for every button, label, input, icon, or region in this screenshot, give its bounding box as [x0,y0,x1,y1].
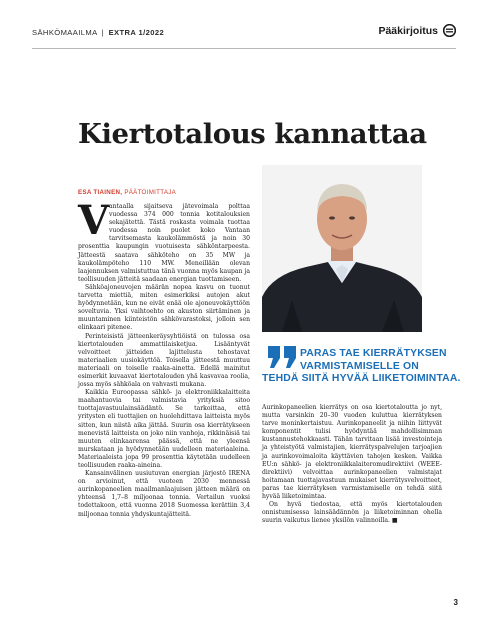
header-separator: | [101,28,105,37]
pull-quote-line: VARMISTAMISELLE ON [300,360,419,372]
magazine-name: SÄHKÖMAAILMA [32,28,98,37]
article-title: Kiertotalous kannattaa [78,118,427,150]
article-paragraph: Kansainvälinen uusiutuvan energian järjestö IRENA on arvioinut, että vuoteen 2030 mennessä aurinkopaneelien maailmanlaajuisen jätteen määrä on yhteensä 1,7–8 miljoonaa tonnia. Vertailun vuoksi todettakoon, että vuonna 2018 Suomessa kerättiin 3,4 miljoonaa tonnia yhdyskuntajätteitä. [78,470,250,518]
page-number: 3 [453,598,458,607]
magazine-label [32,28,164,37]
article-paragraph: On hyvä tiedostaa, että myös kiertotalouden onnistumisessa lainsäädännön ja liiketoiminnan ohella suurin vaikutus lienee yksilön valinnoilla. ■ [262,501,442,525]
byline [78,189,176,196]
pull-quote-line: PARAS TAE KIERRÄTYKSEN [300,348,447,359]
article-paragraph: Sähköajoneuvojen määrän nopea kasvu on tuonut tarvetta miettiä, miten esimerkiksi autojen akut hyödynnetään, kun ne eivät enää ole ajoneuvokäyttöön soveltuvia. Yksi vaihtoehto on akuston siirtäminen ja muuntaminen kiinteistön sähkövarastoksi, jolloin sen elinkaari pitenee. [78,283,250,332]
section-label: Pääkirjoitus [378,25,438,37]
author-role: PÄÄTOIMITTAJA [124,189,177,196]
page-header [32,18,456,49]
author-portrait-image [262,165,422,332]
pull-quote-line: TEHDÄ SIITÄ HYVÄÄ LIIKETOIMINTAA. [262,373,461,385]
quote-mark-icon [268,346,298,368]
article-paragraph-text: antaalla sijaitseva jätevoimala polttaa vuodessa 374 000 tonnia kotitalouksien sekajätettä. Tästä roskasta voimala tuottaa vuodessa noin puolet koko Vantaan tarvitsemasta kaukolämmöstä ja noin 30 prosenttia kaupungin vuotuisesta sähköntarpeesta. Jätteestä saatava sähköteho on 35 MW ja kaukolämpöteho 110 MW. Meneillään olevan laajennuksen valmistuttua tänä vuonna myös kaupan ja teollisuuden jätteitä saadaan energian tuottamiseen. [78,203,250,283]
article-paragraph: Aurinkopaneelien kierrätys on osa kiertotaloutta jo nyt, mutta varsinkin 20–30 vuoden kuluttua kierrätyksen tarve moninkertaistuu. Aurinkopaneelit ja niihin liittyvät komponentit tulisi hyödyntää mahdollisimman kustannustehokkaasti. Tähän tarvitaan lisää investointeja ja yhteistyötä valmistajien, kierrätyspalvelujen tarjoajien ja aurinkovoimaloita käyttävien tahojen kesken. Vaikka EU:n sähkö- ja elektroniikkalaiteromudirektiivi (WEEE-direktiivi) velvoittaa aurinkopaneelien valmistajat hoitamaan tuottajavastuun mukaiset kierrätysvelvoitteet, paras tae kierrätyksen varmistamiselle on tehdä siitä hyvää liiketoimintaa. [262,404,442,501]
drop-cap: V [78,197,110,244]
article-paragraph: Kaikkia Euroopassa sähkö- ja elektroniikkalaitteita maahantuovia tai valmistavia yrityksiä sitoo tuottajavastuulainsäädäntö. Se tarkoittaa, että yritysten eli tuottajien on huolehdittava laitteista myös sitten, kun niistä aika jättää. Suurin osa kierrätykseen menevistä laitteista on joko niin vanhoja, rikkinäisiä tai muuten elinkaarensa päässä, että ne yleensä murskataan ja hyödynnetään uudelleen materiaaleina. Materiaaleista jopa 99 prosenttia käytetään uudelleen teollisuuden raaka-aineina. [78,389,250,469]
article-right-column [262,404,442,525]
author-name: ESA TIAINEN, [78,189,123,196]
article-left-column [78,197,250,519]
article-paragraph: Perinteisistä jätteenkeräysyhtiöistä on tulossa osa kiertotalouden ammattilaisketjua. Lisääntyvät velvoitteet jätteiden lajittelusta tehostavat materiaalien uusiokäyttöä. Toisella jätteestä muuttuu materiaali on toiselle raaka-ainetta. Edellä mainitut esimerkit kuvaavat kiertotalouden yhä kasvavaa roolia, jossa myös sähköala on vahvasti mukana. [78,332,250,389]
issue-label: EXTRA 1/2022 [108,28,165,37]
publisher-logo-icon [443,24,456,37]
pull-quote [262,348,461,386]
article-paragraph [78,197,250,284]
